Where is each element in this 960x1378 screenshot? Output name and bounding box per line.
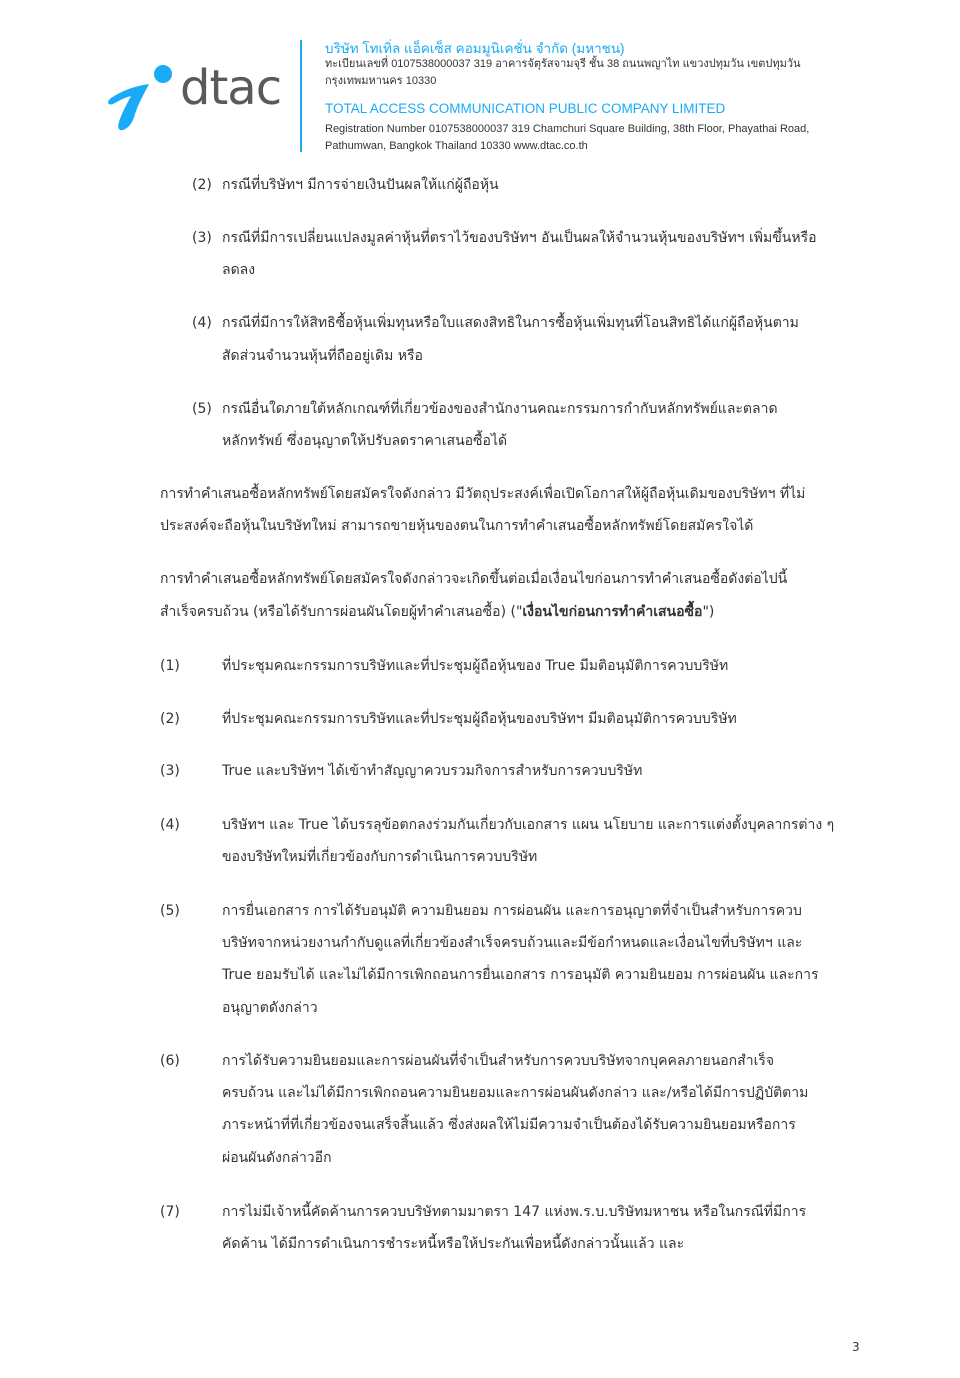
condition-text: ครบถ้วน และไม่ได้มีการเพิกถอนความยินยอมและการผ่อนผันดังกล่าว และ/หรือได้มีการปฏิบัติตาม xyxy=(222,1085,809,1101)
paragraph-line: การทำคำเสนอซื้อหลักทรัพย์โดยสมัครใจดังกล่าวจะเกิดขึ้นต่อเมื่อเงื่อนไขก่อนการทำคำเสนอซื้อดังต่อไปนี้ xyxy=(160,571,788,587)
condition-text: คัดค้าน ได้มีการดำเนินการชำระหนี้หรือให้ประกันเพื่อหนี้ดังกล่าวนั้นแล้ว และ xyxy=(222,1236,685,1252)
condition-number: (6) xyxy=(160,1053,180,1069)
header-divider xyxy=(300,40,302,152)
page-number: 3 xyxy=(852,1340,860,1354)
condition-number: (3) xyxy=(160,763,180,779)
paragraph-text: ") xyxy=(702,604,715,620)
header-th-company-name: บริษัท โทเทิ่ล แอ็คเซ็ส คอมมูนิเคชั่น จำกัด (มหาชน) xyxy=(325,41,625,56)
condition-text: บริษัทฯ และ True ได้บรรลุข้อตกลงร่วมกันเกี่ยวกับเอกสาร แผน นโยบาย และการแต่งตั้งบุคลากรต่าง ๆ xyxy=(222,817,835,833)
paragraph-text: สำเร็จครบถ้วน (หรือได้รับการผ่อนผันโดยผู้ทำคำเสนอซื้อ) (" xyxy=(160,604,523,620)
header-en-company-name: TOTAL ACCESS COMMUNICATION PUBLIC COMPANY LIMITED xyxy=(325,101,726,116)
condition-number: (4) xyxy=(160,817,180,833)
condition-text: การได้รับความยินยอมและการผ่อนผันที่จำเป็นสำหรับการควบบริษัทจากบุคคลภายนอกสำเร็จ xyxy=(222,1053,775,1069)
header-th-address: ทะเบียนเลขที่ 0107538000037 319 อาคารจัตุรัสจามจุรี ชั้น 38 ถนนพญาไท แขวงปทุมวัน เขตปทุมวัน กรุงเทพมหานคร 10330 xyxy=(325,58,801,87)
condition-number: (1) xyxy=(160,658,180,674)
condition-number: (5) xyxy=(160,903,180,919)
list-a-item-text: กรณีอื่นใดภายใต้หลักเกณฑ์ที่เกี่ยวข้องของสำนักงานคณะกรรมการกำกับหลักทรัพย์และตลาด xyxy=(222,401,778,417)
condition-text: บริษัทจากหน่วยงานกำกับดูแลที่เกี่ยวข้องสำเร็จครบถ้วนและมีข้อกำหนดและเงื่อนไขที่บริษัทฯ และ xyxy=(222,935,803,951)
list-a-number: (3) xyxy=(192,230,212,246)
dtac-logo-text: dtac xyxy=(180,60,282,116)
paragraph-line: การทำคำเสนอซื้อหลักทรัพย์โดยสมัครใจดังกล่าว มีวัตถุประสงค์เพื่อเปิดโอกาสให้ผู้ถือหุ้นเดิมของบริษัทฯ ที่ไม่ xyxy=(160,486,806,502)
list-a-number: (4) xyxy=(192,315,212,331)
list-a-item-text: สัดส่วนจำนวนหุ้นที่ถืออยู่เดิม หรือ xyxy=(222,348,423,364)
list-a-number: (5) xyxy=(192,401,212,417)
dtac-logo-icon xyxy=(105,62,185,134)
list-a-number: (2) xyxy=(192,177,212,193)
paragraph-line: ประสงค์จะถือหุ้นในบริษัทใหม่ สามารถขายหุ้นของตนในการทำคำเสนอซื้อหลักทรัพย์โดยสมัครใจได้ xyxy=(160,518,754,534)
condition-text: ภาระหน้าที่ที่เกี่ยวข้องจนเสร็จสิ้นแล้ว ซึ่งส่งผลให้ไม่มีความจำเป็นต้องได้รับความยินยอมหรือการ xyxy=(222,1117,796,1133)
header-en-address-1: Registration Number 0107538000037 319 Chamchuri Square Building, 38th Floor, Phayathai Road, xyxy=(325,123,810,135)
condition-number: (2) xyxy=(160,711,180,727)
condition-text: ของบริษัทใหม่ที่เกี่ยวข้องกับการดำเนินการควบบริษัท xyxy=(222,849,538,865)
condition-text: ที่ประชุมคณะกรรมการบริษัทและที่ประชุมผู้ถือหุ้นของ True มีมติอนุมัติการควบบริษัท xyxy=(222,658,729,674)
condition-text: การไม่มีเจ้าหนี้คัดค้านการควบบริษัทตามมาตรา 147 แห่งพ.ร.บ.บริษัทมหาชน หรือในกรณีที่มีการ xyxy=(222,1204,807,1220)
list-a-item-text: กรณีที่มีการเปลี่ยนแปลงมูลค่าหุ้นที่ตราไว้ของบริษัทฯ อันเป็นผลให้จำนวนหุ้นของบริษัทฯ เพิ่มขึ้นหรือ xyxy=(222,230,817,246)
list-a-item-text: กรณีที่มีการให้สิทธิซื้อหุ้นเพิ่มทุนหรือใบแสดงสิทธิในการซื้อหุ้นเพิ่มทุนที่โอนสิทธิได้แก่ผู้ถือหุ้นตาม xyxy=(222,315,799,331)
condition-text: ผ่อนผันดังกล่าวอีก xyxy=(222,1150,332,1166)
condition-text: การยื่นเอกสาร การได้รับอนุมัติ ความยินยอม การผ่อนผัน และการอนุญาตที่จำเป็นสำหรับการควบ xyxy=(222,903,802,919)
condition-text: อนุญาตดังกล่าว xyxy=(222,1000,318,1016)
paragraph-line xyxy=(160,596,862,628)
defined-term: เงื่อนไขก่อนการทำคำเสนอซื้อ xyxy=(522,604,703,620)
header-en-address-2: Pathumwan, Bangkok Thailand 10330 www.dtac.co.th xyxy=(325,140,588,152)
list-a-item-text: กรณีที่บริษัทฯ มีการจ่ายเงินปันผลให้แก่ผู้ถือหุ้น xyxy=(222,177,499,193)
condition-text: True และบริษัทฯ ได้เข้าทำสัญญาควบรวมกิจการสำหรับการควบบริษัท xyxy=(222,763,643,779)
condition-text: ที่ประชุมคณะกรรมการบริษัทและที่ประชุมผู้ถือหุ้นของบริษัทฯ มีมติอนุมัติการควบบริษัท xyxy=(222,711,737,727)
list-a-item-text: หลักทรัพย์ ซึ่งอนุญาตให้ปรับลดราคาเสนอซื้อได้ xyxy=(222,433,508,449)
condition-text: True ยอมรับได้ และไม่ได้มีการเพิกถอนการยื่นเอกสาร การอนุมัติ ความยินยอม การผ่อนผัน และการ xyxy=(222,967,819,983)
list-a-item-text: ลดลง xyxy=(222,262,256,278)
condition-number: (7) xyxy=(160,1204,180,1220)
